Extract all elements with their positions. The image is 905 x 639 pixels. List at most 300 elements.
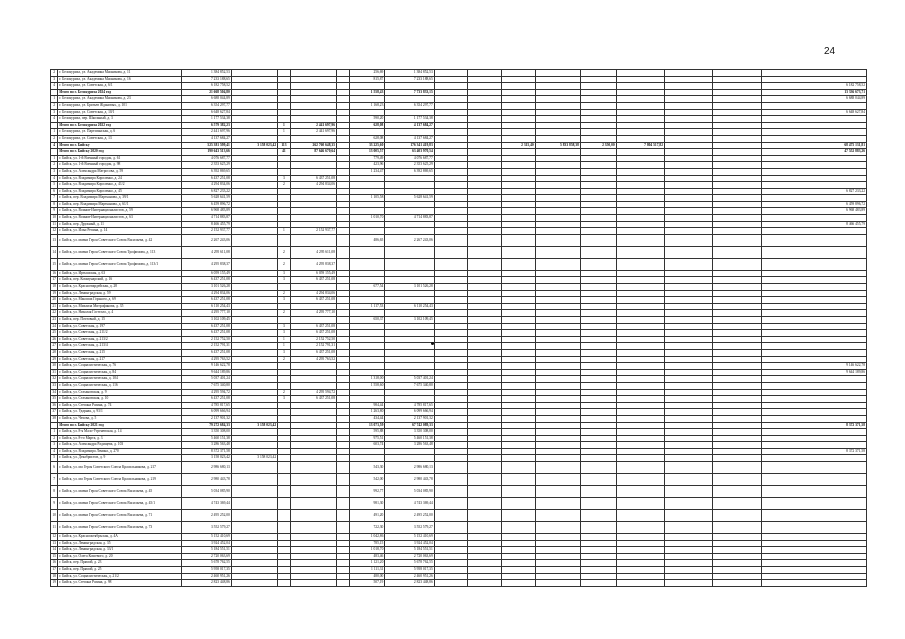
table-cell (616, 553, 664, 560)
table-cell (535, 323, 580, 330)
table-cell (616, 258, 664, 270)
table-cell (337, 162, 350, 169)
table-cell (231, 215, 277, 222)
table-cell: 4 294 834,06 (290, 290, 336, 297)
table-cell (231, 415, 277, 422)
table-cell (337, 474, 350, 486)
table-cell (761, 474, 866, 486)
table-cell: 4 743 369,44 (385, 498, 434, 510)
table-cell (434, 201, 468, 208)
address-cell: г. Белокуриха, ул. Партизанская, д. 6 (58, 129, 182, 136)
table-cell (337, 168, 350, 175)
table-cell (434, 422, 468, 429)
table-cell (278, 109, 291, 116)
table-cell (535, 102, 580, 109)
table-cell (665, 310, 713, 317)
table-cell: 2 495 252,00 (182, 510, 231, 522)
table-cell (290, 303, 336, 310)
address-cell: г. Белокуриха, ул. Советская, д. 13 (58, 135, 182, 142)
table-cell (502, 369, 536, 376)
table-cell (385, 356, 434, 363)
table-cell (502, 89, 536, 96)
table-cell (713, 462, 761, 474)
table-cell (502, 162, 536, 169)
table-cell (434, 462, 468, 474)
table-cell: 3 924 452,04 (182, 540, 231, 547)
table-cell: 6 392 869,65 (385, 168, 434, 175)
table-cell (337, 336, 350, 343)
table-cell: 4 (51, 83, 58, 90)
table-cell (761, 534, 866, 541)
table-cell (665, 442, 713, 449)
table-cell: 68 475 131,81 (761, 142, 866, 149)
table-cell (231, 83, 277, 90)
table-cell (337, 382, 350, 389)
table-cell (616, 376, 664, 383)
table-cell: 2 137 901,32 (385, 415, 434, 422)
table-cell (535, 215, 580, 222)
table-cell (278, 70, 291, 77)
table-cell: 5 037 401,24 (182, 376, 231, 383)
table-cell (434, 448, 468, 455)
table-cell: 1 168,23 (349, 102, 385, 109)
table-cell (290, 201, 336, 208)
table-cell: 1 (278, 122, 291, 129)
table-cell (385, 336, 434, 343)
table-cell (231, 317, 277, 324)
table-cell: 992,77 (349, 486, 385, 498)
table-cell (337, 135, 350, 142)
table-cell (665, 415, 713, 422)
table-cell: 33 225,60 (349, 142, 385, 149)
table-row (51, 474, 867, 486)
table-cell (616, 429, 664, 436)
table-cell (231, 343, 277, 350)
table-cell (337, 116, 350, 123)
address-cell: г. Белокуриха, ул. Академика Мясникова, д. 23 (58, 96, 182, 103)
table-cell (502, 455, 536, 462)
table-row (51, 246, 867, 258)
table-cell: 5 037 401,24 (385, 376, 434, 383)
table-cell: 7 (51, 195, 58, 202)
address-cell: г. Бийск, ул. Социалистическая, д. 104 (58, 376, 182, 383)
table-cell (713, 376, 761, 383)
table-cell (51, 89, 58, 96)
table-cell (278, 303, 291, 310)
table-cell (616, 102, 664, 109)
table-cell (502, 284, 536, 291)
table-cell (349, 188, 385, 195)
table-cell: 5 (51, 455, 58, 462)
table-cell (434, 486, 468, 498)
table-cell (231, 560, 277, 567)
table-cell: 975,51 (349, 435, 385, 442)
table-cell (385, 369, 434, 376)
address-cell: г. Бийск, пер. Владимира Мартьянова, д. 39/1 (58, 195, 182, 202)
table-cell (665, 234, 713, 246)
table-cell: 5 460 151,38 (182, 435, 231, 442)
table-cell (502, 188, 536, 195)
table-cell (290, 155, 336, 162)
table-cell (502, 234, 536, 246)
table-cell (278, 580, 291, 587)
table-cell (337, 553, 350, 560)
table-cell (535, 402, 580, 409)
table-cell (278, 547, 291, 554)
table-cell: 3 158 023,42 (231, 422, 277, 429)
table-cell: 1 177 534,38 (385, 116, 434, 123)
address-cell: г. Бийск, пер. Владимира Мартьянова, д. 61/1 (58, 201, 182, 208)
table-cell (231, 363, 277, 370)
table-cell (580, 448, 616, 455)
table-cell (290, 462, 336, 474)
table-cell (337, 462, 350, 474)
table-cell (535, 221, 580, 228)
table-cell (535, 297, 580, 304)
table-cell: 3 350 308,00 (182, 429, 231, 436)
table-cell (468, 330, 502, 337)
table-cell: 6 437 251,08 (290, 297, 336, 304)
address-cell: г. Бийск, ул. Николая Гастелло, д. 4 (58, 310, 182, 317)
table-cell: 525 381 599,41 (182, 142, 231, 149)
table-cell: 1 384 852,53 (182, 70, 231, 77)
table-row (51, 356, 867, 363)
table-cell (231, 442, 277, 449)
table-row (51, 455, 867, 462)
table-cell (434, 560, 468, 567)
address-cell: г. Бийск, ул. Советская, д. 213/2 (58, 336, 182, 343)
table-cell (761, 396, 866, 403)
table-cell (231, 553, 277, 560)
table-cell (290, 96, 336, 103)
table-cell (580, 553, 616, 560)
table-cell (580, 201, 616, 208)
table-cell (761, 102, 866, 109)
table-cell: 2 980 443,78 (182, 474, 231, 486)
table-cell (502, 129, 536, 136)
table-cell (278, 534, 291, 541)
table-cell (580, 284, 616, 291)
table-cell (278, 462, 291, 474)
table-cell (337, 573, 350, 580)
table-cell: 6 437 251,08 (290, 349, 336, 356)
table-cell (468, 349, 502, 356)
table-cell: 2 (278, 310, 291, 317)
table-cell (665, 297, 713, 304)
table-cell (468, 277, 502, 284)
table-cell (535, 234, 580, 246)
table-cell (535, 135, 580, 142)
table-cell: 4 137 684,27 (385, 122, 434, 129)
table-cell: 9 (51, 208, 58, 215)
table-cell (468, 182, 502, 189)
table-cell (349, 369, 385, 376)
address-cell: г. Белокуриха, ул. Братьев Ждановых, д. 101 (58, 102, 182, 109)
table-cell: 2 441 697,96 (182, 129, 231, 136)
table-cell: 3 (278, 297, 291, 304)
table-cell: 3 (278, 277, 291, 284)
address-cell: Итого по г. Белокуриха 2024 год (58, 89, 182, 96)
table-row (51, 567, 867, 574)
table-cell (616, 116, 664, 123)
table-cell (535, 567, 580, 574)
table-cell (337, 567, 350, 574)
table-cell (580, 168, 616, 175)
table-cell (434, 363, 468, 370)
table-cell (580, 382, 616, 389)
table-cell (535, 76, 580, 83)
address-cell: г. Бийск, пер. Прямой, д. 25 (58, 567, 182, 574)
table-cell (713, 215, 761, 222)
table-cell (337, 201, 350, 208)
table-cell (231, 409, 277, 416)
table-cell (535, 175, 580, 182)
table-cell (290, 435, 336, 442)
table-cell (468, 382, 502, 389)
table-cell (616, 89, 664, 96)
table-cell (434, 182, 468, 189)
table-cell: 37 (51, 409, 58, 416)
table-cell (468, 510, 502, 522)
table-cell: 507,19 (349, 580, 385, 587)
table-cell (502, 168, 536, 175)
table-cell (535, 422, 580, 429)
table-row (51, 116, 867, 123)
table-cell (616, 228, 664, 235)
table-cell (580, 402, 616, 409)
table-cell (761, 349, 866, 356)
table-cell (580, 540, 616, 547)
table-cell (278, 540, 291, 547)
table-cell (665, 221, 713, 228)
table-cell (535, 510, 580, 522)
table-cell (535, 389, 580, 396)
table-cell (616, 297, 664, 304)
table-cell: 6 437 251,08 (182, 349, 231, 356)
table-cell: 8 372 371,58 (761, 448, 866, 455)
table-cell: 3 (51, 76, 58, 83)
table-cell (535, 129, 580, 136)
table-cell (616, 402, 664, 409)
table-cell: 3 (278, 330, 291, 337)
table-row (51, 175, 867, 182)
table-cell (468, 369, 502, 376)
address-cell: г. Бийск, ул. имени Героя Советского Союза Васильева, д. 45 (58, 486, 182, 498)
table-cell (665, 129, 713, 136)
table-cell (231, 102, 277, 109)
table-cell (434, 76, 468, 83)
table-cell (434, 474, 468, 486)
table-cell: 2 986 680,13 (182, 462, 231, 474)
table-cell: 1 (51, 96, 58, 103)
table-row (51, 188, 867, 195)
table-cell (761, 195, 866, 202)
table-cell (349, 221, 385, 228)
table-cell: 6 648 627,84 (182, 109, 231, 116)
table-cell: 4 714 883,87 (182, 215, 231, 222)
table-cell (434, 297, 468, 304)
table-cell (337, 510, 350, 522)
table-cell (616, 310, 664, 317)
table-cell (434, 553, 468, 560)
table-cell (51, 422, 58, 429)
table-cell (278, 102, 291, 109)
table-cell (535, 560, 580, 567)
table-cell (665, 149, 713, 156)
table-cell (713, 567, 761, 574)
table-cell: 11 (51, 522, 58, 534)
address-cell: Итого по г. Бийску (58, 142, 182, 149)
table-cell (502, 415, 536, 422)
address-cell: г. Бийск, ул. Стахановская, д. 9 (58, 389, 182, 396)
table-cell (713, 102, 761, 109)
table-cell (385, 349, 434, 356)
table-cell: 2 (51, 102, 58, 109)
table-cell: 3 (278, 349, 291, 356)
table-cell (665, 142, 713, 149)
table-cell: 486,65 (349, 234, 385, 246)
table-cell: 4 743 369,44 (182, 498, 231, 510)
table-cell: 38 (51, 415, 58, 422)
table-cell (337, 149, 350, 156)
table-row (51, 448, 867, 455)
table-cell (385, 188, 434, 195)
table-cell (468, 142, 502, 149)
table-cell: 4 137 684,27 (385, 135, 434, 142)
table-cell (349, 297, 385, 304)
table-cell (616, 195, 664, 202)
table-cell (761, 547, 866, 554)
table-cell (468, 396, 502, 403)
address-cell: г. Бийск, ул. Ленинградская, д. 35 (58, 540, 182, 547)
table-cell: 79 272 684,33 (182, 422, 231, 429)
table-cell (468, 135, 502, 142)
table-cell (434, 221, 468, 228)
table-cell (468, 201, 502, 208)
table-cell (349, 363, 385, 370)
table-cell (580, 208, 616, 215)
table-cell (502, 277, 536, 284)
table-cell: 2 441 697,96 (290, 122, 336, 129)
table-cell: 3 102 109,45 (385, 317, 434, 324)
table-cell (535, 455, 580, 462)
table-cell: 5 034 085,90 (385, 486, 434, 498)
table-cell (231, 188, 277, 195)
table-cell (580, 317, 616, 324)
table-cell (713, 402, 761, 409)
table-cell (290, 102, 336, 109)
table-cell (385, 83, 434, 90)
table-cell (337, 560, 350, 567)
table-cell (761, 175, 866, 182)
table-row (51, 553, 867, 560)
table-cell (761, 382, 866, 389)
table-row (51, 208, 867, 215)
table-cell (337, 389, 350, 396)
table-cell: 3 924 452,04 (385, 540, 434, 547)
table-cell: 2 152 791,31 (182, 343, 231, 350)
table-cell (665, 448, 713, 455)
table-cell (349, 389, 385, 396)
table-cell (761, 246, 866, 258)
table-cell (468, 389, 502, 396)
table-cell: 10 (51, 215, 58, 222)
table-cell (337, 234, 350, 246)
table-cell (580, 109, 616, 116)
table-cell (535, 553, 580, 560)
table-cell (580, 221, 616, 228)
table-cell (502, 270, 536, 277)
table-cell (665, 89, 713, 96)
table-cell (713, 356, 761, 363)
table-cell (580, 89, 616, 96)
table-cell: 6 437 251,08 (290, 323, 336, 330)
table-cell (468, 435, 502, 442)
table-cell (580, 303, 616, 310)
table-cell (434, 149, 468, 156)
table-cell (337, 310, 350, 317)
table-cell (665, 195, 713, 202)
table-cell (290, 89, 336, 96)
table-cell: 6 437 251,08 (290, 277, 336, 284)
table-cell (616, 208, 664, 215)
address-cell: г. Бийск, ул. Ленинградская, д. 59 (58, 290, 182, 297)
table-cell (535, 258, 580, 270)
table-cell: 3 (278, 270, 291, 277)
table-cell (713, 155, 761, 162)
table-cell: 4 (51, 142, 58, 149)
table-cell (616, 560, 664, 567)
table-cell (231, 510, 277, 522)
table-cell: 5 628 641,59 (385, 195, 434, 202)
table-cell: 2 350,00 (580, 142, 616, 149)
table-cell (337, 415, 350, 422)
table-cell: 4 294 834,06 (182, 182, 231, 189)
table-cell (385, 343, 434, 350)
table-cell (385, 363, 434, 370)
table-row (51, 135, 867, 142)
table-cell (278, 116, 291, 123)
table-row (51, 168, 867, 175)
table-cell (278, 234, 291, 246)
table-cell (713, 343, 761, 350)
table-cell (468, 234, 502, 246)
table-cell: 4 076 687,77 (182, 155, 231, 162)
table-cell (665, 580, 713, 587)
table-cell: 13 005,57 (349, 149, 385, 156)
table-cell (713, 258, 761, 270)
table-cell (580, 76, 616, 83)
table-cell (231, 498, 277, 510)
table-cell (713, 284, 761, 291)
table-cell (616, 290, 664, 297)
table-cell (385, 270, 434, 277)
table-cell (434, 290, 468, 297)
table-cell (535, 195, 580, 202)
address-cell: г. Бийск, ул. Иртышская, д. 63 (58, 270, 182, 277)
table-cell (535, 363, 580, 370)
table-cell (761, 389, 866, 396)
table-cell (616, 498, 664, 510)
table-cell: 542,00 (349, 474, 385, 486)
table-cell: 1 558,60 (349, 382, 385, 389)
table-cell (468, 462, 502, 474)
table-cell (761, 402, 866, 409)
address-cell: г. Бийск, ул. Краснооктябрьская, д. 4А (58, 534, 182, 541)
table-cell (349, 258, 385, 270)
table-cell (761, 330, 866, 337)
table-cell (385, 109, 434, 116)
